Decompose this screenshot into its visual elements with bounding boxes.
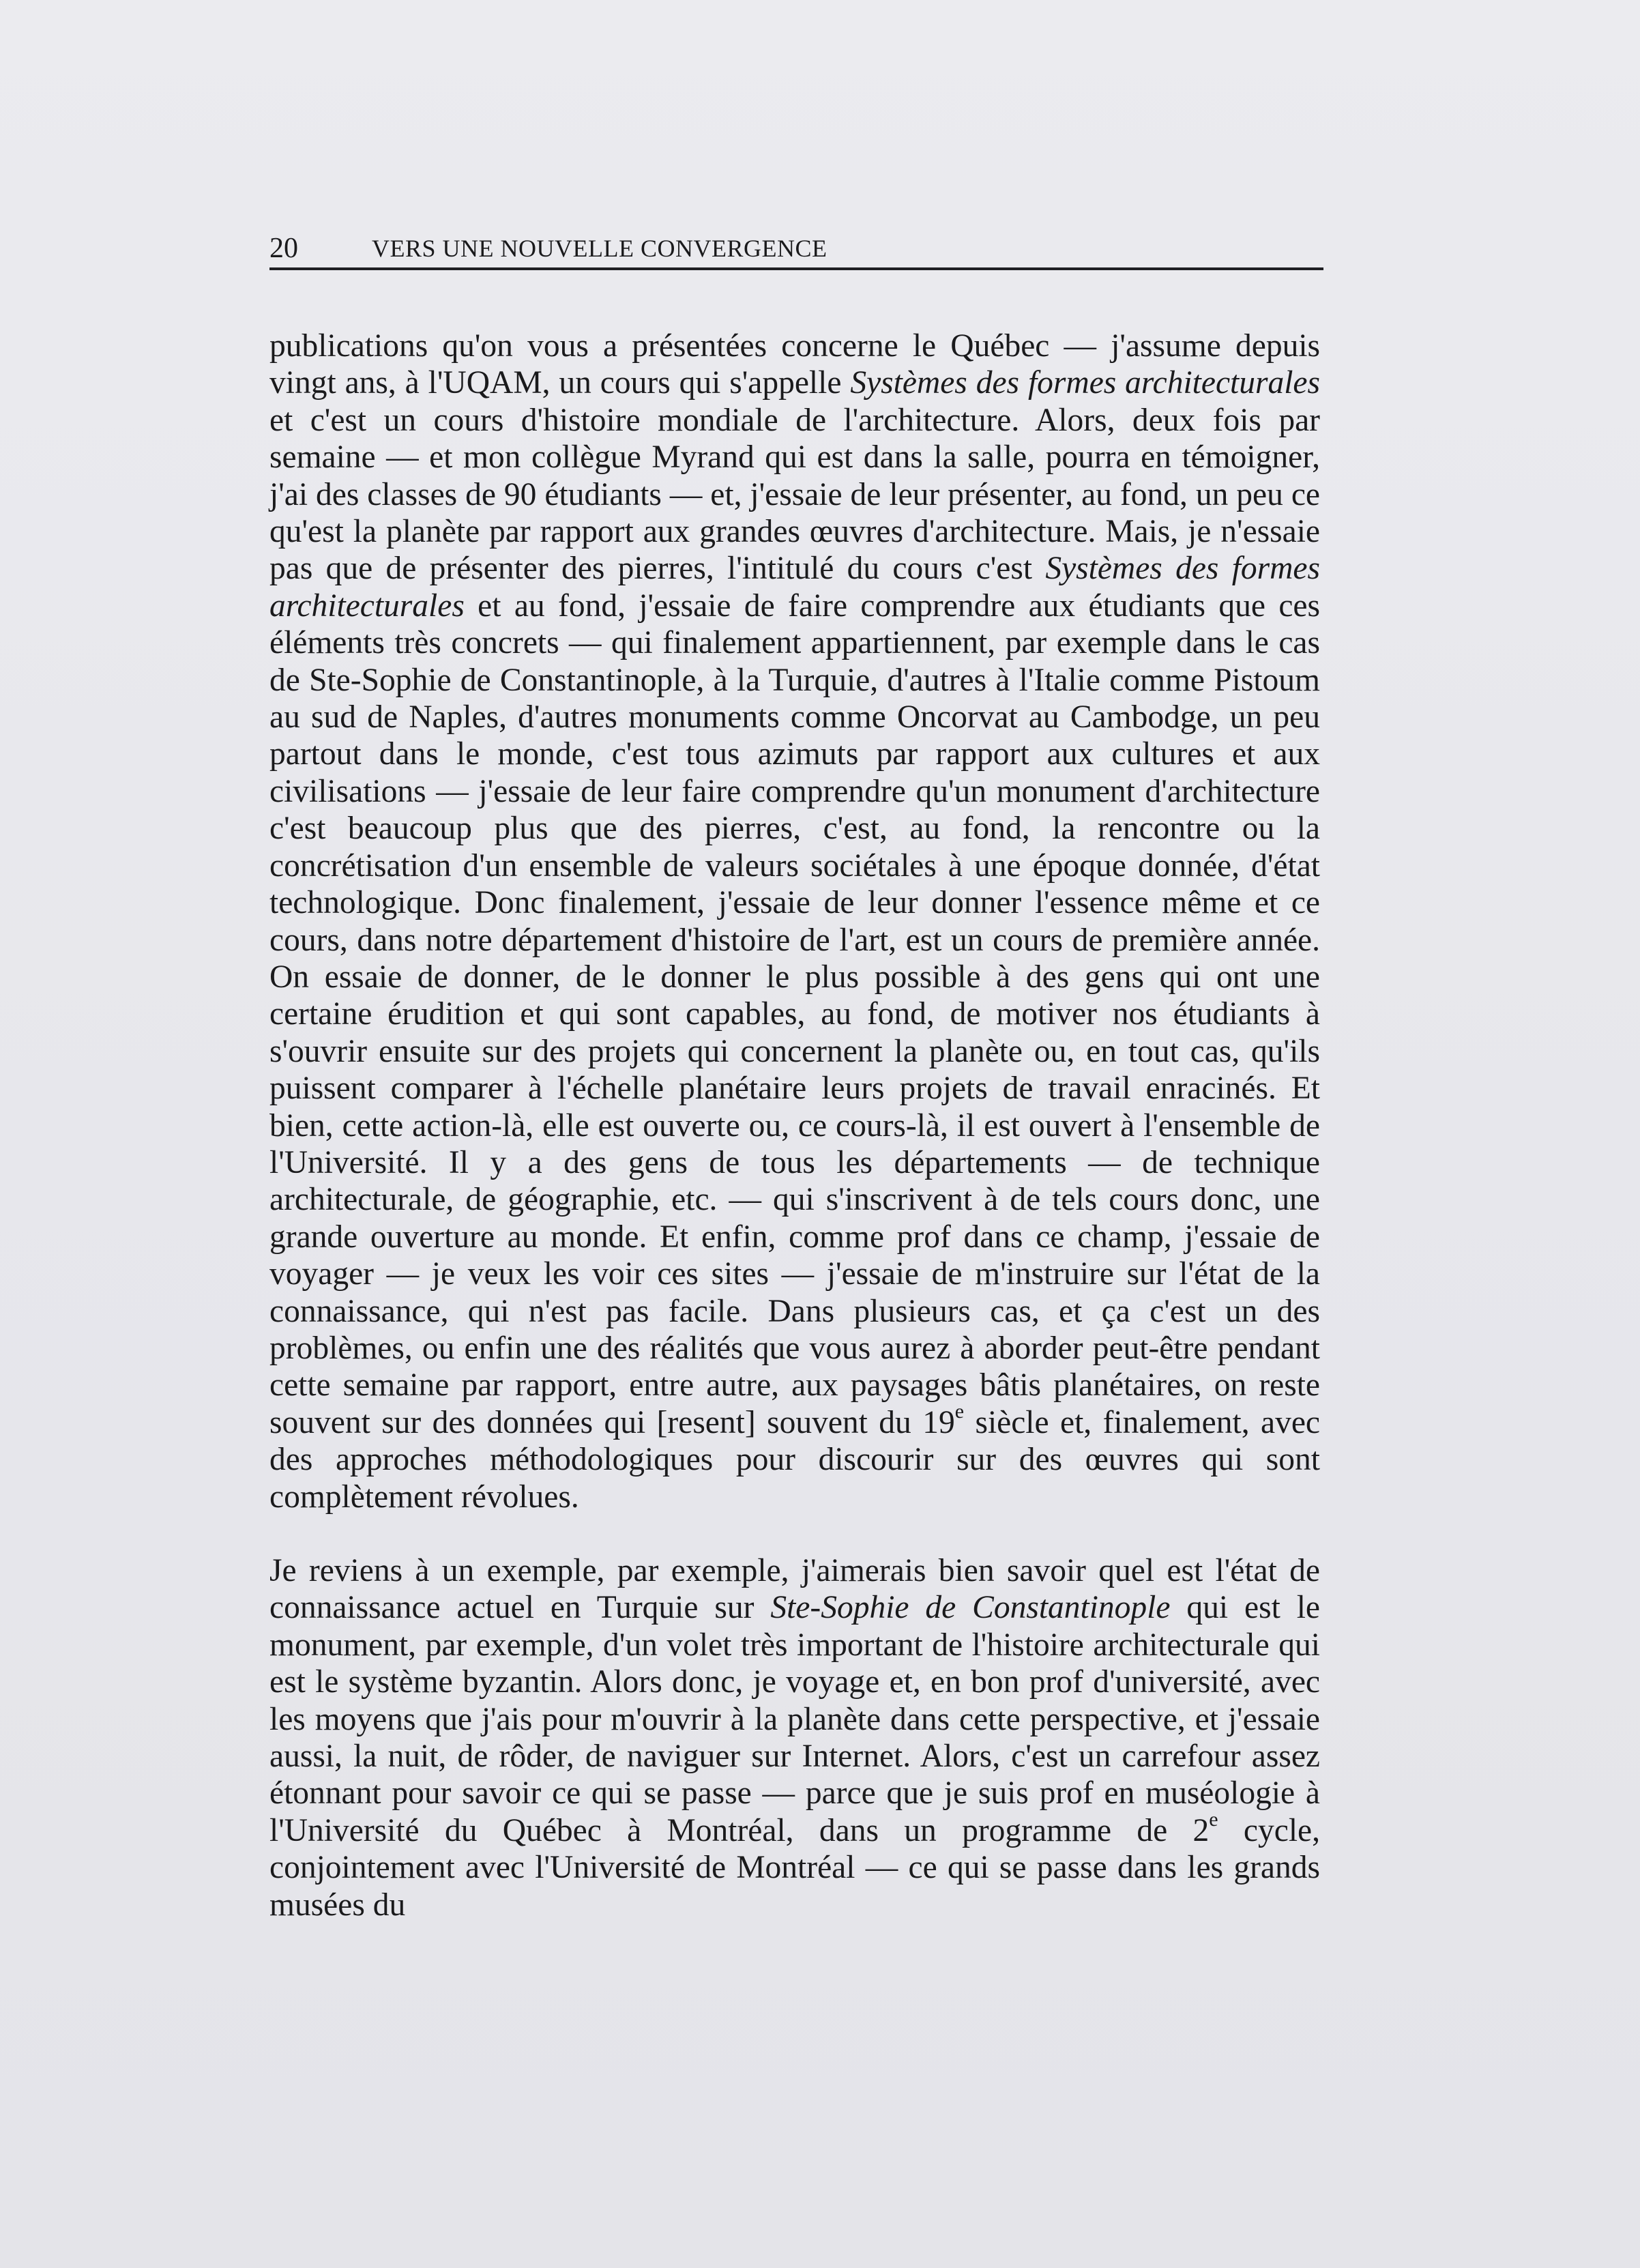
- body-text: [269, 328, 1320, 1923]
- paragraph: [269, 328, 1320, 1515]
- page-header: [269, 225, 1323, 270]
- running-title: VERS UNE NOUVELLE CONVERGENCE: [372, 235, 828, 262]
- page-number: 20: [269, 233, 298, 264]
- superscript: e: [954, 1399, 965, 1423]
- course-title: Systèmes des formes architecturales: [269, 551, 1320, 624]
- text-run: Je reviens à un exemple, par exemple, j'aimerais bien savoir quel est l'état de connaissance actuel en Turquie sur: [269, 1553, 1320, 1626]
- text-run: siècle et, finalement, avec des approches méthodologiques pour discourir sur des œuvres qui sont complètement révolues.: [269, 1404, 1320, 1515]
- text-run: cycle, conjointement avec l'Université de Montréal — ce qui se passe dans les grands musées du: [269, 1812, 1320, 1923]
- monument-name: Ste-Sophie de Constantinople: [770, 1590, 1171, 1626]
- superscript: e: [1209, 1807, 1218, 1831]
- text-run: et au fond, j'essaie de faire comprendre aux étudiants que ces éléments très concrets — qui finalement appartiennent, par exemple dans le cas de Ste-Sophie de Constantinople, à la Turquie, d'autres à l'Italie comme Pistoum au sud de Naples, d'autres monuments comme Oncorvat au Cambodge, un peu partout dans le monde, c'est tous azimuts par rapport aux cultures et aux civilisations — j'essaie de leur faire comprendre qu'un monument d'architecture c'est beaucoup plus que des pierres, c'est, au fond, la rencontre ou la concrétisation d'un ensemble de valeurs sociétales à une époque donnée, d'état technologique. Donc finalement, j'essaie de leur donner l'essence même et ce cours, dans notre département d'histoire de l'art, est un cours de première année. On essaie de donner, de le donner le plus possible à des gens qui ont une certaine érudition et qui sont capables, au fond, de motiver nos étudiants à s'ouvrir ensuite sur des projets qui concernent la planète ou, en tout cas, qu'ils puissent comparer à l'échelle planétaire leurs projets de travail enracinés. Et bien, cette action-là, elle est ouverte ou, ce cours-là, il est ouvert à l'ensemble de l'Université. Il y a des gens de tous les départements — de technique architecturale, de géographie, etc. — qui s'inscrivent à de tels cours donc, une grande ouverture au monde. Et enfin, comme prof dans ce champ, j'essaie de voyager — je veux les voir ces sites — j'essaie de m'instruire sur l'état de la connaissance, qui n'est pas facile. Dans plusieurs cas, et ça c'est un des problèmes, ou enfin une des réalités que vous aurez à aborder peut-être pendant cette semaine par rapport, entre autre, aux paysages bâtis planétaires, on reste souvent sur des données qui [resent] souvent du 19: [269, 587, 1320, 1440]
- text-run: et c'est un cours d'histoire mondiale de l'architecture. Alors, deux fois par semaine — et mon collègue Myrand qui est dans la salle, pourra en témoigner, j'ai des classes de 90 étudiants — et, j'essaie de leur présenter, au fond, un peu ce qu'est la planète par rapport aux grandes œuvres d'architecture. Mais, je n'essaie pas que de présenter des pierres, l'intitulé du cours c'est: [269, 402, 1320, 587]
- course-title: Systèmes des formes architecturales: [850, 365, 1320, 401]
- paragraph: [269, 1552, 1320, 1923]
- text-run: publications qu'on vous a présentées concerne le Québec — j'assume depuis vingt ans, à l'UQAM, un cours qui s'appelle: [269, 328, 1320, 401]
- text-run: qui est le monument, par exemple, d'un volet très important de l'histoire architecturale qui est le système byzantin. Alors donc, je voyage et, en bon prof d'université, avec les moyens que j'ais pour m'ouvrir à la planète dans cette perspective, et j'essaie aussi, la nuit, de rôder, de naviguer sur Internet. Alors, c'est un carrefour assez étonnant pour savoir ce qui se passe — parce que je suis prof en muséologie à l'Université du Québec à Montréal, dans un programme de 2: [269, 1590, 1320, 1848]
